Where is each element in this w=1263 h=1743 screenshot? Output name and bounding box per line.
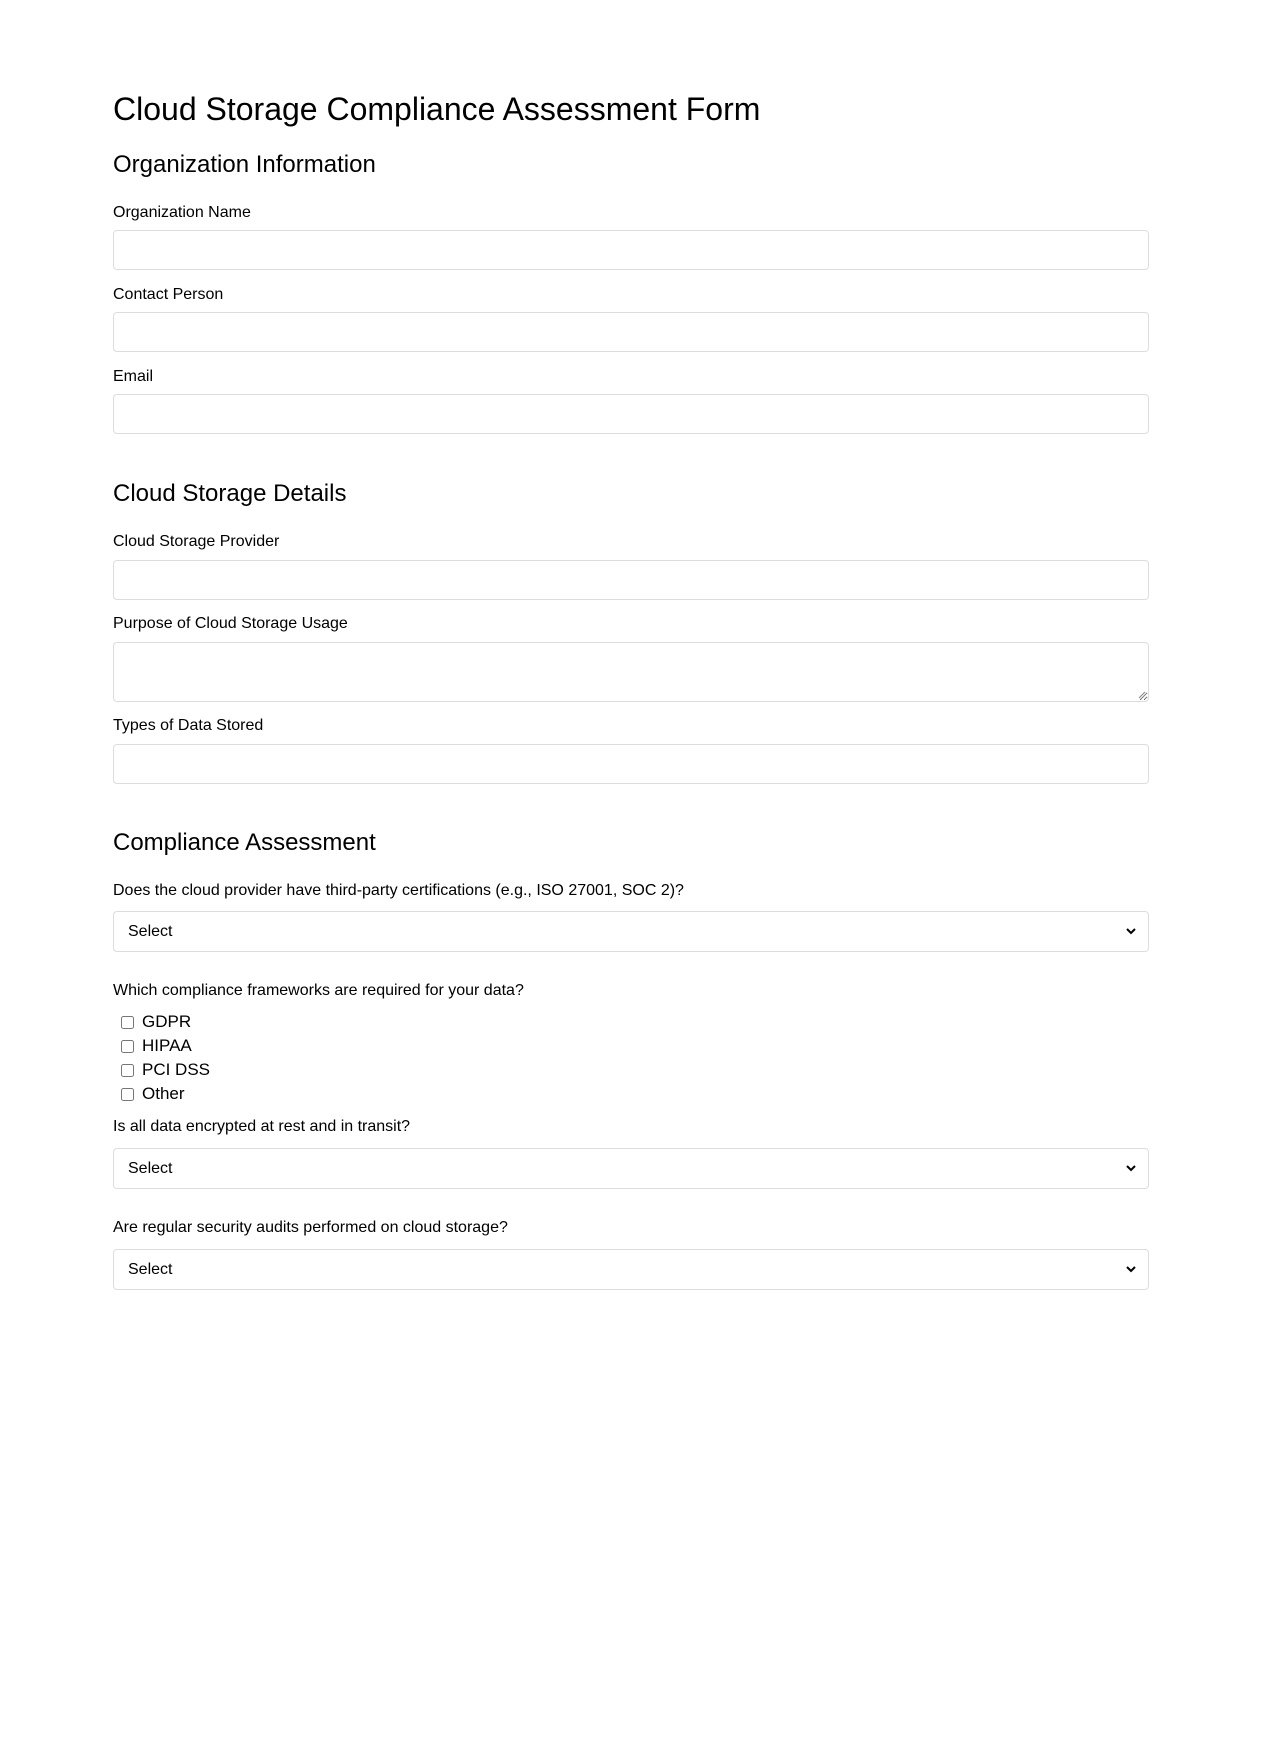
provider-input[interactable] (113, 560, 1149, 600)
section-title-storage: Cloud Storage Details (113, 480, 347, 507)
other-checkbox[interactable] (121, 1088, 134, 1101)
audits-select-value: Select (128, 1260, 173, 1278)
encryption-select[interactable] (113, 1148, 1149, 1189)
contact-person-label: Contact Person (113, 286, 224, 303)
purpose-textarea-wrapper (113, 642, 1149, 702)
gdpr-label[interactable]: GDPR (142, 1012, 192, 1031)
gdpr-checkbox[interactable] (121, 1016, 134, 1029)
provider-label: Cloud Storage Provider (113, 533, 280, 550)
contact-person-input[interactable] (113, 312, 1149, 352)
chevron-down-icon (1124, 925, 1138, 939)
pci-dss-label[interactable]: PCI DSS (142, 1060, 211, 1079)
encryption-label: Is all data encrypted at rest and in transit? (113, 1118, 411, 1135)
framework-option-hipaa[interactable] (121, 1035, 192, 1057)
framework-option-pci-dss[interactable] (121, 1059, 210, 1081)
audits-select[interactable] (113, 1249, 1149, 1290)
purpose-label: Purpose of Cloud Storage Usage (113, 615, 348, 632)
hipaa-label[interactable]: HIPAA (142, 1036, 192, 1055)
certifications-select[interactable] (113, 911, 1149, 952)
chevron-down-icon (1124, 1162, 1138, 1176)
data-types-label: Types of Data Stored (113, 717, 264, 734)
data-types-input[interactable] (113, 744, 1149, 784)
framework-option-gdpr[interactable] (121, 1011, 191, 1033)
audits-label: Are regular security audits performed on cloud storage? (113, 1219, 508, 1236)
hipaa-checkbox[interactable] (121, 1040, 134, 1053)
pci-dss-checkbox[interactable] (121, 1064, 134, 1077)
encryption-select-value: Select (128, 1159, 173, 1177)
purpose-textarea[interactable] (113, 642, 1149, 702)
email-input[interactable] (113, 394, 1149, 434)
frameworks-label: Which compliance frameworks are required for your data? (113, 982, 524, 999)
section-title-compliance: Compliance Assessment (113, 829, 376, 856)
chevron-down-icon (1124, 1263, 1138, 1277)
framework-option-other[interactable] (121, 1083, 185, 1105)
other-label[interactable]: Other (142, 1084, 185, 1103)
email-label: Email (113, 368, 154, 385)
section-title-organization: Organization Information (113, 151, 376, 178)
certifications-label: Does the cloud provider have third-party certifications (e.g., ISO 27001, SOC 2)? (113, 882, 684, 899)
org-name-input[interactable] (113, 230, 1149, 270)
page-title: Cloud Storage Compliance Assessment Form (113, 91, 761, 127)
certifications-select-value: Select (128, 922, 173, 940)
org-name-label: Organization Name (113, 204, 251, 221)
